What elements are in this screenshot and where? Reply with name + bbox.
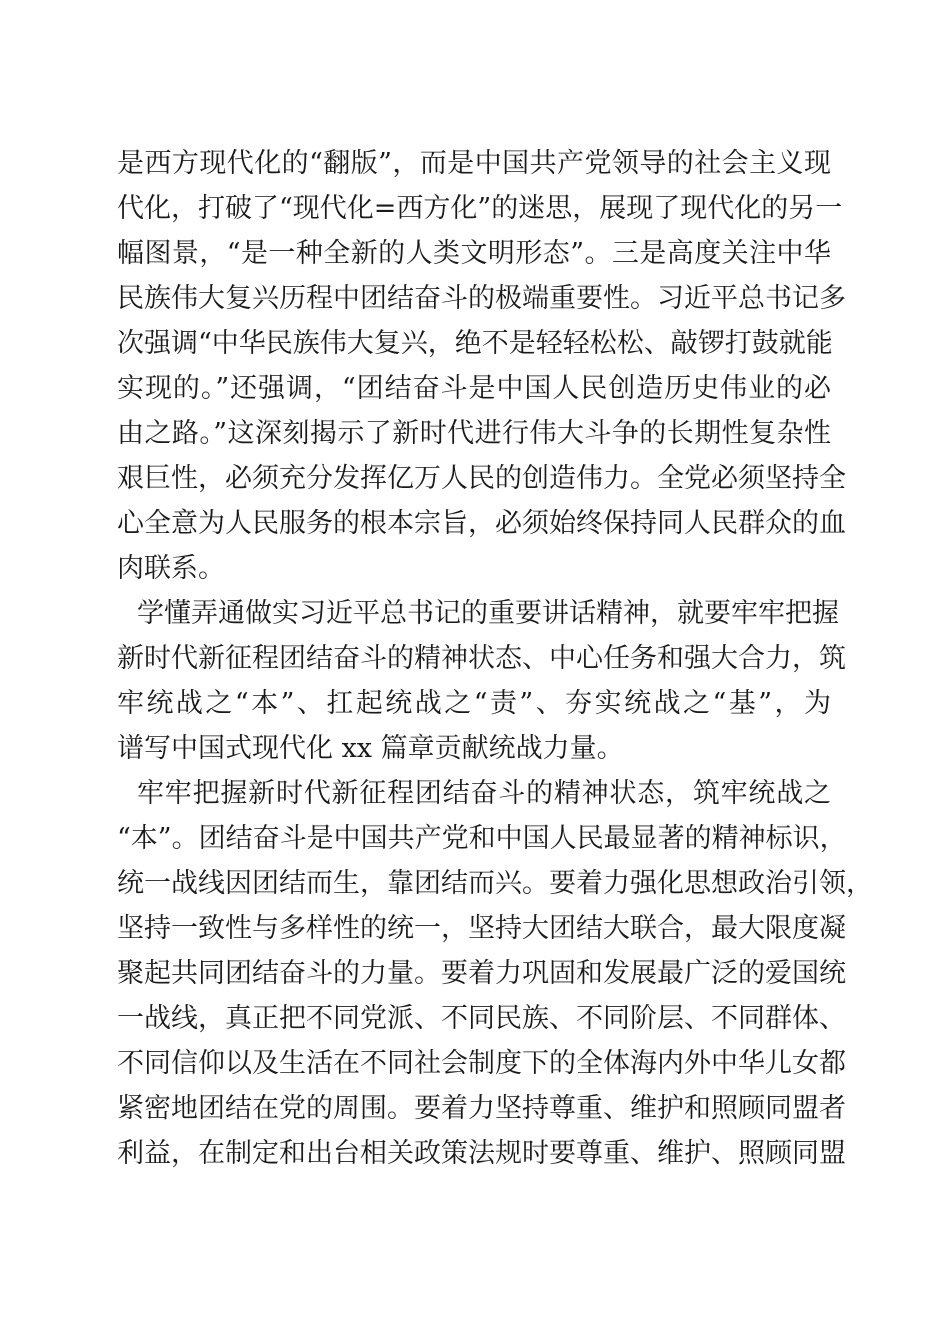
paragraph-2-line-3: 牢统战之“本”、扛起统战之“责”、夯实统战之“基”，为 [117, 688, 831, 719]
paragraph-3-line-2: “本”。团结奋斗是中国共产党和中国人民最显著的精神标识， [117, 823, 847, 854]
paragraph-1-line-4: 民族伟大复兴历程中团结奋斗的极端重要性。习近平总书记多 [117, 283, 846, 314]
paragraph-1-line-9: 心全意为人民服务的根本宗旨，必须始终保持同人民群众的血 [117, 508, 846, 539]
paragraph-3-line-8: 紧密地团结在党的周围。要着力坚持尊重、维护和照顾同盟者 [117, 1093, 846, 1124]
paragraph-2-line-1: 学懂弄通做实习近平总书记的重要讲话精神，就要牢牢把握 [137, 598, 839, 629]
paragraph-3-line-1: 牢牢把握新时代新征程团结奋斗的精神状态，筑牢统战之 [137, 778, 831, 809]
paragraph-2-line-4: 谱写中国式现代化 xx 篇章贡献统战力量。 [117, 733, 624, 764]
paragraph-2-line-2: 新时代新征程团结奋斗的精神状态、中心任务和强大合力，筑 [117, 643, 846, 674]
paragraph-3-line-4: 坚持一致性与多样性的统一，坚持大团结大联合，最大限度凝 [117, 913, 846, 944]
paragraph-1-line-7: 由之路。”这深刻揭示了新时代进行伟大斗争的长期性复杂性 [117, 418, 831, 449]
paragraph-1-line-10: 肉联系。 [117, 553, 225, 584]
paragraph-1-line-2: 代化，打破了“现代化=西方化”的迷思，展现了现代化的另一 [117, 193, 843, 224]
paragraph-3-line-7: 不同信仰以及生活在不同社会制度下的全体海内外中华儿女都 [117, 1048, 846, 1079]
paragraph-3-line-6: 一战线，真正把不同党派、不同民族、不同阶层、不同群体、 [117, 1003, 846, 1034]
paragraph-3-line-9: 利益，在制定和出台相关政策法规时要尊重、维护、照顾同盟 [117, 1138, 846, 1169]
paragraph-3-line-5: 聚起共同团结奋斗的力量。要着力巩固和发展最广泛的爱国统 [117, 958, 846, 989]
paragraph-1-line-6: 实现的。”还强调，“团结奋斗是中国人民创造历史伟业的必 [117, 373, 831, 404]
paragraph-1-line-3: 幅图景，“是一种全新的人类文明形态”。三是高度关注中华 [117, 238, 831, 269]
paragraph-3-line-3: 统一战线因团结而生，靠团结而兴。要着力强化思想政治引领， [117, 868, 873, 899]
paragraph-1-line-8: 艰巨性，必须充分发挥亿万人民的创造伟力。全党必须坚持全 [117, 463, 846, 494]
paragraph-1-line-5: 次强调“中华民族伟大复兴，绝不是轻轻松松、敲锣打鼓就能 [117, 328, 833, 359]
paragraph-1-line-1: 是西方现代化的“翻版”，而是中国共产党领导的社会主义现 [117, 148, 831, 179]
body-text [117, 141, 873, 1176]
